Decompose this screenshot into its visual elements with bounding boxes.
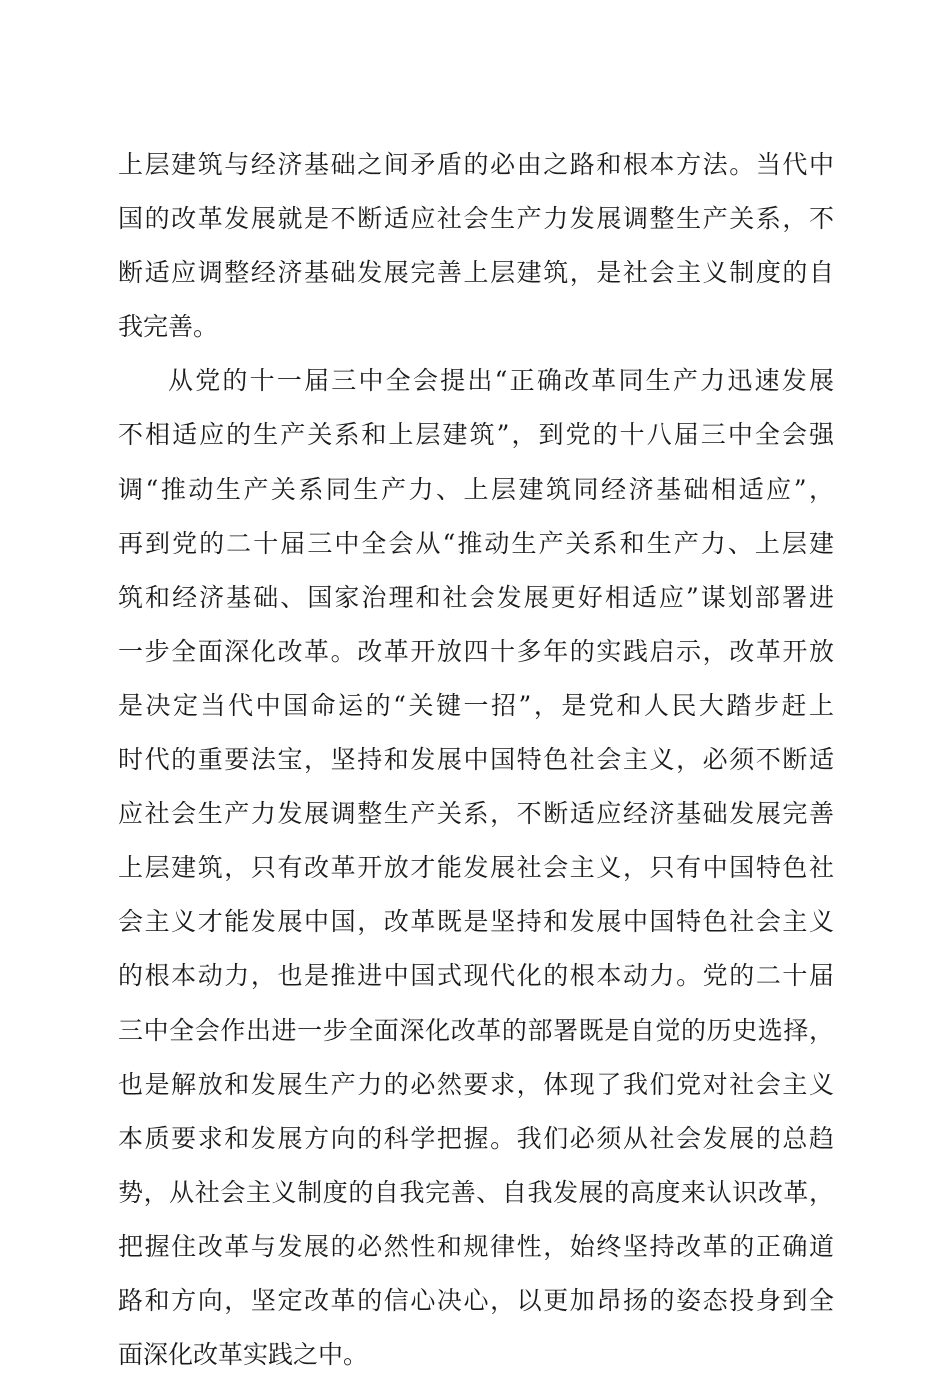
text-line: 调“推动生产关系同生产力、上层建筑同经济基础相适应”， (118, 474, 834, 504)
text-line: 上层建筑与经济基础之间矛盾的必由之路和根本方法。当代中 (118, 150, 834, 179)
text-line: 我完善。 (118, 312, 219, 342)
text-line: 三中全会作出进一步全面深化改革的部署既是自觉的历史选择， (118, 1015, 834, 1045)
text-line: 再到党的二十届三中全会从“推动生产关系和生产力、上层建 (118, 528, 834, 558)
text-line: 上层建筑，只有改革开放才能发展社会主义，只有中国特色社 (118, 853, 834, 883)
text-line: 的根本动力，也是推进中国式现代化的根本动力。党的二十届 (118, 961, 834, 991)
text-line: 应社会生产力发展调整生产关系，不断适应经济基础发展完善 (118, 799, 834, 829)
text-line: 国的改革发展就是不断适应社会生产力发展调整生产关系，不 (118, 204, 834, 234)
text-line: 路和方向，坚定改革的信心决心，以更加昂扬的姿态投身到全 (118, 1285, 834, 1315)
paragraph-reform (118, 354, 834, 1382)
text-line: 本质要求和发展方向的科学把握。我们必须从社会发展的总趋 (118, 1123, 834, 1153)
text-line: 势，从社会主义制度的自我完善、自我发展的高度来认识改革， (118, 1177, 834, 1207)
text-line: 从党的十一届三中全会提出“正确改革同生产力迅速发展 (168, 366, 834, 396)
body-text (118, 138, 834, 1382)
paragraph-continuation (118, 138, 834, 354)
text-line: 不相适应的生产关系和上层建筑”，到党的十八届三中全会强 (118, 420, 834, 450)
text-line: 断适应调整经济基础发展完善上层建筑，是社会主义制度的自 (118, 258, 834, 288)
text-line: 也是解放和发展生产力的必然要求，体现了我们党对社会主义 (118, 1069, 834, 1099)
text-line: 一步全面深化改革。改革开放四十多年的实践启示，改革开放 (118, 636, 834, 666)
text-line: 把握住改革与发展的必然性和规律性，始终坚持改革的正确道 (118, 1231, 834, 1261)
text-line: 筑和经济基础、国家治理和社会发展更好相适应”谋划部署进 (118, 582, 834, 612)
text-line: 是决定当代中国命运的“关键一招”，是党和人民大踏步赶上 (118, 690, 834, 720)
text-line: 面深化改革实践之中。 (118, 1340, 369, 1370)
text-line: 时代的重要法宝，坚持和发展中国特色社会主义，必须不断适 (118, 745, 834, 775)
text-line: 会主义才能发展中国，改革既是坚持和发展中国特色社会主义 (118, 907, 834, 937)
